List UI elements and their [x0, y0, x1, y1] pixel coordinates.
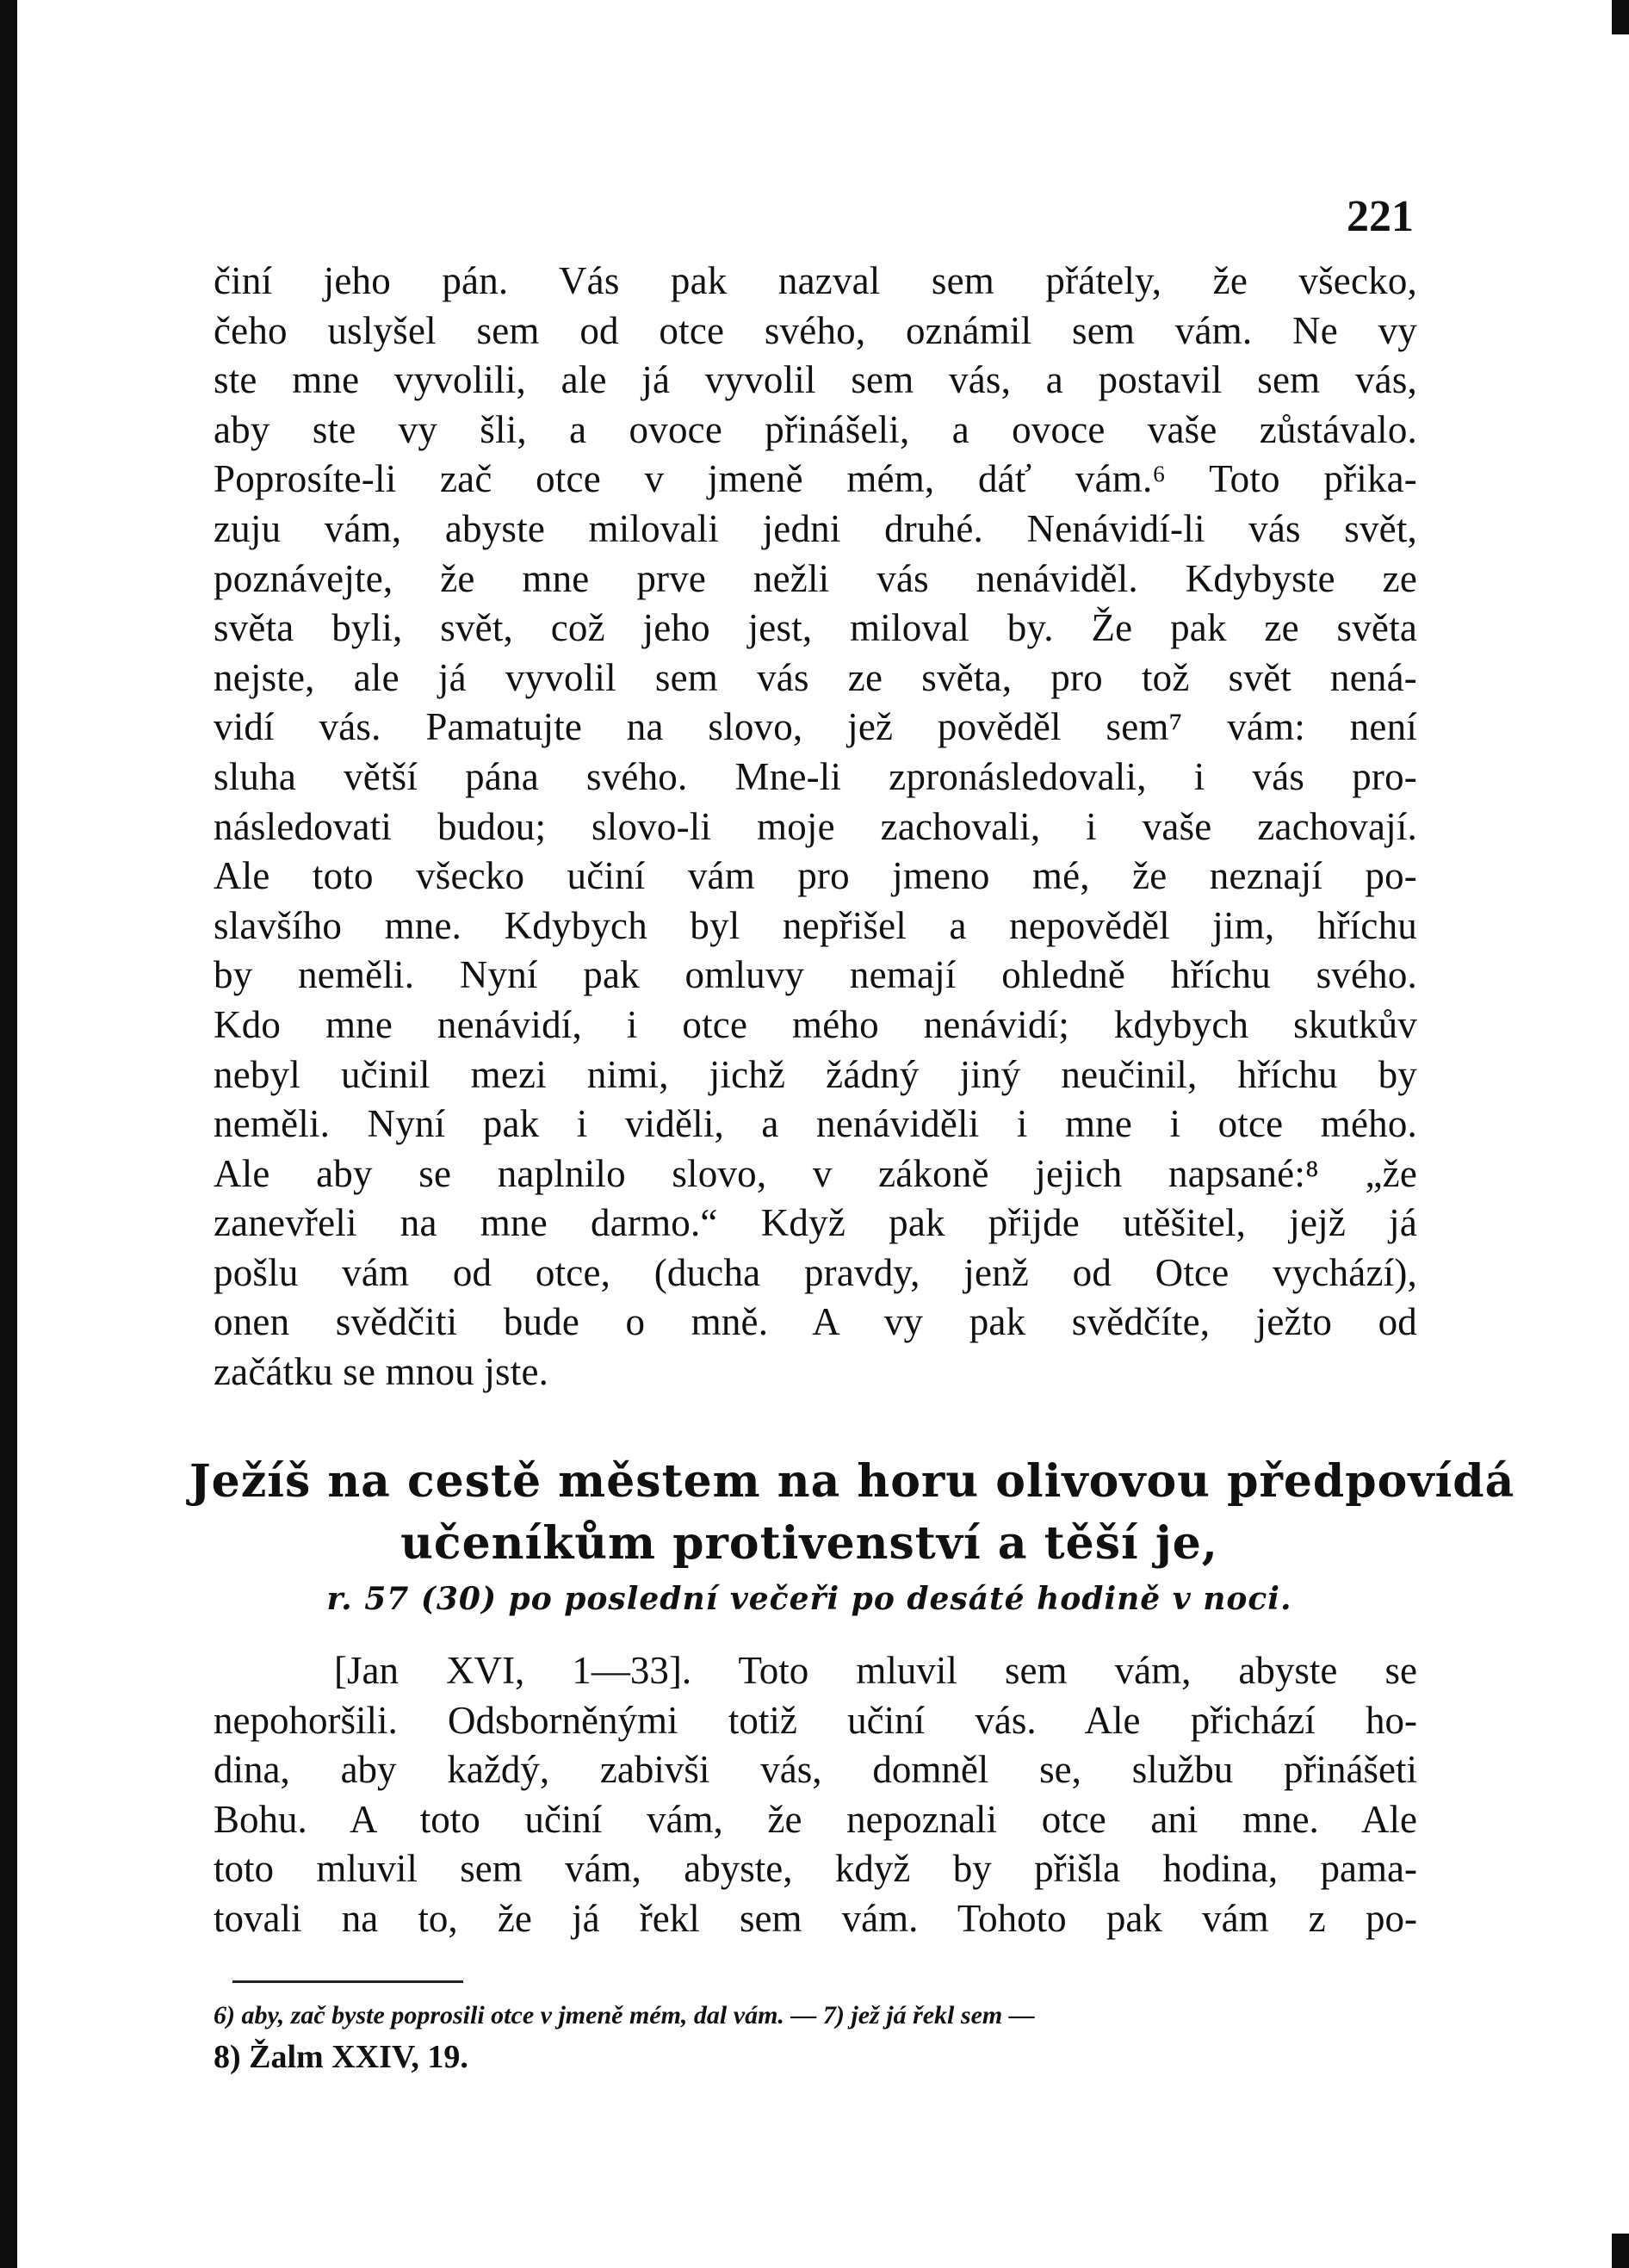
scan-top-right-mark: [1612, 0, 1629, 34]
text-line: ste mne vyvolili, ale já vyvolil sem vás, a postavil sem vás,: [214, 358, 1417, 402]
text-line: Poprosíte-li zač otce v jmeně mém, dáť vám.⁶ Toto přika-: [214, 457, 1417, 501]
section-title-line-1: Ježíš na cestě městem na horu olivovou předpovídá: [189, 1455, 1515, 1508]
text-line: poznávejte, že mne prve nežli vás nenáviděl. Kdybyste ze: [214, 556, 1417, 600]
text-line: nebyl učinil mezi nimi, jichž žádný jiný neučinil, hříchu by: [214, 1052, 1417, 1096]
scan-bottom-right-mark: [1612, 2234, 1629, 2268]
footnote-line: 6) aby, zač byste poprosili otce v jmeně mém, dal vám. — 7) jež já řekl sem —: [214, 2001, 1035, 2029]
text-line: pošlu vám od otce, (ducha pravdy, jenž od Otce vychází),: [214, 1250, 1417, 1294]
text-line: by neměli. Nyní pak omluvy nemají ohledně hříchu svého.: [214, 953, 1417, 997]
text-line: Ale toto všecko učiní vám pro jmeno mé, že neznají po-: [214, 854, 1417, 898]
section-subtitle: r. 57 (30) po poslední večeři po desáté hodině v noci.: [326, 1581, 1292, 1617]
paragraph-2: [214, 1646, 1417, 1944]
paragraph-1: [214, 257, 1417, 1397]
text-line: tovali na to, že já řekl sem vám. Tohoto pak vám z po-: [214, 1896, 1417, 1940]
text-line: Ale aby se naplnilo slovo, v zákoně jejich napsané:⁸ „že: [214, 1151, 1417, 1195]
text-line: nejste, ale já vyvolil sem vás ze světa, pro tož svět nená-: [214, 655, 1417, 699]
text-line: Bohu. A toto učiní vám, že nepoznali otce ani mne. Ale: [214, 1797, 1417, 1841]
text-line: zanevřeli na mne darmo.“ Když pak přijde utěšitel, jejž já: [214, 1201, 1417, 1245]
text-line: aby ste vy šli, a ovoce přinášeli, a ovoce vaše zůstávalo.: [214, 407, 1417, 451]
text-line: vidí vás. Pamatujte na slovo, jež pověděl sem⁷ vám: není: [214, 705, 1417, 749]
text-line: nepohoršili. Odsborněnými totiž učiní vás. Ale přichází ho-: [214, 1698, 1417, 1742]
footnote-divider: [232, 1980, 463, 1983]
footnotes: [214, 1996, 1417, 2079]
footnote-line: 8) Žalm XXIV, 19.: [214, 2039, 468, 2075]
text-line: sluha větší pána svého. Mne-li zpronásledovali, i vás pro-: [214, 754, 1417, 798]
section-title-line-2: učeníkům protivenství a těší je,: [400, 1517, 1218, 1570]
text-line: toto mluvil sem vám, abyste, když by přišla hodina, pama-: [214, 1847, 1417, 1891]
text-line: čeho uslyšel sem od otce svého, oznámil sem vám. Ne vy: [214, 308, 1417, 352]
text-line: začátku se mnou jste.: [214, 1350, 549, 1394]
page-number: 221: [1347, 192, 1414, 241]
text-line: dina, aby každý, zabivši vás, domněl se, službu přinášeti: [214, 1748, 1417, 1792]
text-line: následovati budou; slovo-li moje zachovali, i vaše zachovají.: [214, 804, 1417, 848]
text-line: slavšího mne. Kdybych byl nepřišel a nepověděl jim, hříchu: [214, 903, 1417, 947]
text-line: zuju vám, abyste milovali jedni druhé. Nenávidí-li vás svět,: [214, 506, 1417, 550]
text-line: činí jeho pán. Vás pak nazval sem přátely, že všecko,: [214, 259, 1417, 302]
text-line: [Jan XVI, 1—33]. Toto mluvil sem vám, abyste se: [334, 1649, 1417, 1692]
text-line: světa byli, svět, což jeho jest, miloval by. Že pak ze světa: [214, 606, 1417, 650]
text-line: neměli. Nyní pak i viděli, a nenáviděli i mne i otce mého.: [214, 1102, 1417, 1146]
scan-left-edge: [0, 0, 17, 2268]
text-line: Kdo mne nenávidí, i otce mého nenávidí; kdybych skutkův: [214, 1002, 1417, 1046]
text-line: onen svědčiti bude o mně. A vy pak svědčíte, ježto od: [214, 1300, 1417, 1344]
